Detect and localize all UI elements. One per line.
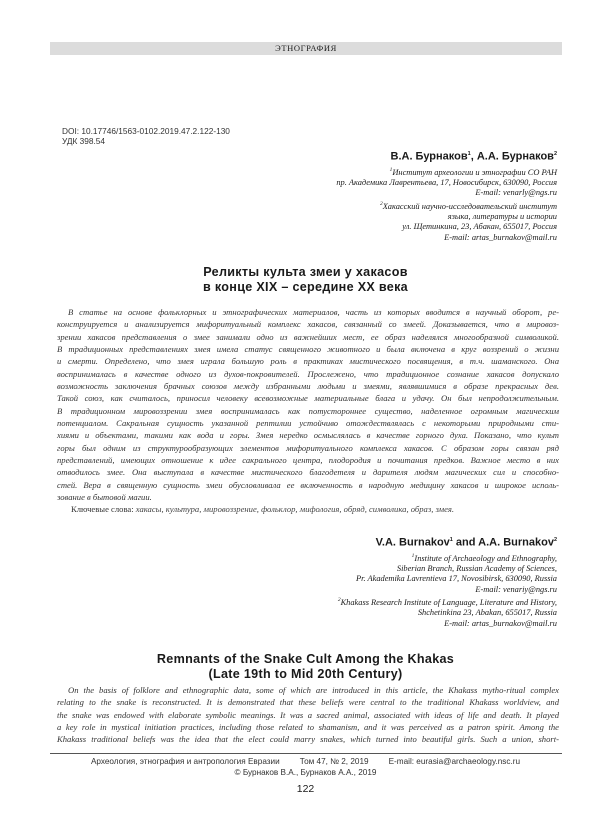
article-meta xyxy=(62,126,230,146)
abstract-line: конструируется и анализируется мифоритуальный комплекс хакасов, связанный со змеей. Доказывается, что в мировоз- xyxy=(57,319,559,330)
abstract-line: В традиционном мировоззрении змея воспринималась как потустороннее существо, наделенное огромным магическим xyxy=(57,405,559,416)
abstract-line: представлений, имеющих отношение к идее сакрального центра, плодородия и почитания предков. Важное место в них xyxy=(57,455,559,466)
abstract-line: и смерти. Определено, что змея играла большую роль в практиках мистического посвящения, в т.ч. шаманского. Она xyxy=(57,356,559,367)
author-2: А.А. Бурнаков xyxy=(476,150,554,163)
abstract-line: потенциалом. Сакральная сущность указанной рептилии устойчиво отождествлялась с некоторыми природными сти- xyxy=(57,418,559,429)
footer-journal-line xyxy=(0,757,611,766)
en-authors-block xyxy=(338,533,557,629)
section-header-text: ЭТНОГРАФИЯ xyxy=(275,43,337,53)
abstract-line: возможность заключения брачных союзов между избранными людьми и змеями, являвшимися в образе прекрасных дев. xyxy=(57,381,559,392)
affiliation-line: $^2$Khakass Research Institute of Language, Literature and History, xyxy=(337,597,557,607)
title-line: Реликты культа змеи у хакасов xyxy=(203,265,408,279)
abstract-line: зрении хакасов представления о змее занимали одно из важнейших мест, ее образ наделялся многообразной символикой. xyxy=(57,331,559,342)
footer-divider xyxy=(50,753,562,754)
affiliation-line: $^1$Институт археологии и этнографии СО РАН xyxy=(389,166,557,177)
abstract-line: Khakass traditional beliefs was the idea that the elect could marry snakes, which turned into beautiful girls. Such a union, short- xyxy=(57,734,559,745)
ru-abstract xyxy=(57,306,559,504)
en-authors: V.A. Burnakov$^1$ and A.A. Burnakov$^2$ xyxy=(375,536,557,549)
abstract-line: хиями и объектами, такими как вода и горы. Змея нередко осмыслялась в качестве горного духа. Показано, что культ xyxy=(57,430,559,441)
author-1: В.А. Бурнаков xyxy=(390,150,468,163)
abstract-line: the snake was endowed with elaborate symbolic meanings. It was a sacred animal, associated with ideas of life and death. It played xyxy=(57,709,559,720)
abstract-line: a key role in mystical initiation practices, including those related to shamanism, and it was perceived as a patron spirit. Among the xyxy=(57,722,559,733)
affiliation-line: Shchetinkina 23, Abakan, 655017, Russia xyxy=(417,608,557,618)
email: E-mail: venariy@ngs.ru xyxy=(475,584,557,594)
abstract-line: воспринималась в качестве одного из духов-покровителей. Прослежено, что традиционное сознание хакасов допускало xyxy=(57,368,559,379)
journal-name: Археология, этнография и антропология Евразии xyxy=(90,757,280,766)
en-title xyxy=(0,652,611,682)
abstract-line: On the basis of folklore and ethnographic data, some of which are introduced in this article, the Khakass mytho-ritual complex xyxy=(68,685,559,695)
email: E-mail: artas_burnakov@mail.ru xyxy=(444,232,557,242)
abstract-line: relating to the snake is reconstructed. It is demonstrated that these beliefs were central to the traditional Khakass worldview, and xyxy=(57,697,559,708)
author-1: V.A. Burnakov xyxy=(375,536,450,549)
abstract-line: стей. Вера в священную сущность змеи обусловливала ее включенность в народную медицину хакасов и широкое исполь- xyxy=(57,479,559,490)
abstract-line: Такой союз, как считалось, приносил человеку всевозможные материальные блага и удачу. Он был непродолжительным. xyxy=(57,393,559,404)
ru-authors: В.А. Бурнаков$^1$, А.А. Бурнаков$^2$ xyxy=(390,150,557,163)
affiliation-line: Pr. Akademika Lavrentieva 17, Novosibirsk, 630090, Russia xyxy=(356,574,557,584)
email: E-mail: artas_burnakov@mail.ru xyxy=(444,618,557,628)
affiliation-line: языка, литературы и истории xyxy=(447,211,557,221)
affiliation-line: ул. Щетинкина, 23, Абакан, 655017, Россия xyxy=(402,222,557,232)
abstract-line: зование в бытовой магии. xyxy=(57,492,152,503)
abstract-line: отводилось змее. Она выступала в качестве мистического благодетеля и дарителя людям магических сил и способно- xyxy=(57,467,559,478)
affiliation-line: $^1$Institute of Archaeology and Ethnography, xyxy=(411,552,557,563)
footer-copyright: © Бурнаков В.А., Бурнаков А.А., 2019 xyxy=(234,768,377,777)
affiliation-line: $^2$Хакасский научно-исследовательский институт xyxy=(379,200,557,211)
abstract-line: горы был одним из структурообразующих элементов мифоритуального комплекса хакасов. С образом горы связан ряд xyxy=(57,442,559,453)
ru-authors-block xyxy=(336,147,557,243)
keywords-list: хакасы, культура, мировоззрение, фольклор, мифология, обряд, символика, образ, змея. xyxy=(135,504,455,514)
affiliation-line: пр. Академика Лаврентьева, 17, Новосибирск, 630090, Россия xyxy=(336,177,557,187)
ru-title xyxy=(0,265,611,295)
author-2: A.A. Burnakov xyxy=(478,536,554,549)
keywords-label: Ключевые слова: xyxy=(71,504,134,514)
section-header xyxy=(50,42,562,55)
affiliation-line: Siberian Branch, Russian Academy of Sciences, xyxy=(396,563,557,573)
udk: УДК 398.54 xyxy=(62,136,106,146)
abstract-line: В традиционных представлениях змея имела статус священного животного и была включена в круг воззрений о жизни xyxy=(57,344,559,355)
title-line: (Late 19th to Mid 20th Century) xyxy=(208,667,403,681)
en-abstract xyxy=(57,684,559,746)
email: E-mail: venarly@ngs.ru xyxy=(475,188,557,198)
title-line: Remnants of the Snake Cult Among the Khakas xyxy=(156,652,455,666)
doi: DOI: 10.17746/1563-0102.2019.47.2.122-130 xyxy=(62,126,230,136)
keywords xyxy=(71,504,454,514)
journal-volume: Том 47, № 2, 2019 xyxy=(299,757,369,766)
title-line: в конце XIX – середине XX века xyxy=(203,280,408,294)
journal-email[interactable]: E-mail: eurasia@archaeology.nsc.ru xyxy=(388,757,521,766)
abstract-line: В статье на основе фольклорных и этнографических материалов, часть из которых вводится в научный оборот, ре- xyxy=(68,307,559,317)
page-number: 122 xyxy=(296,783,315,795)
